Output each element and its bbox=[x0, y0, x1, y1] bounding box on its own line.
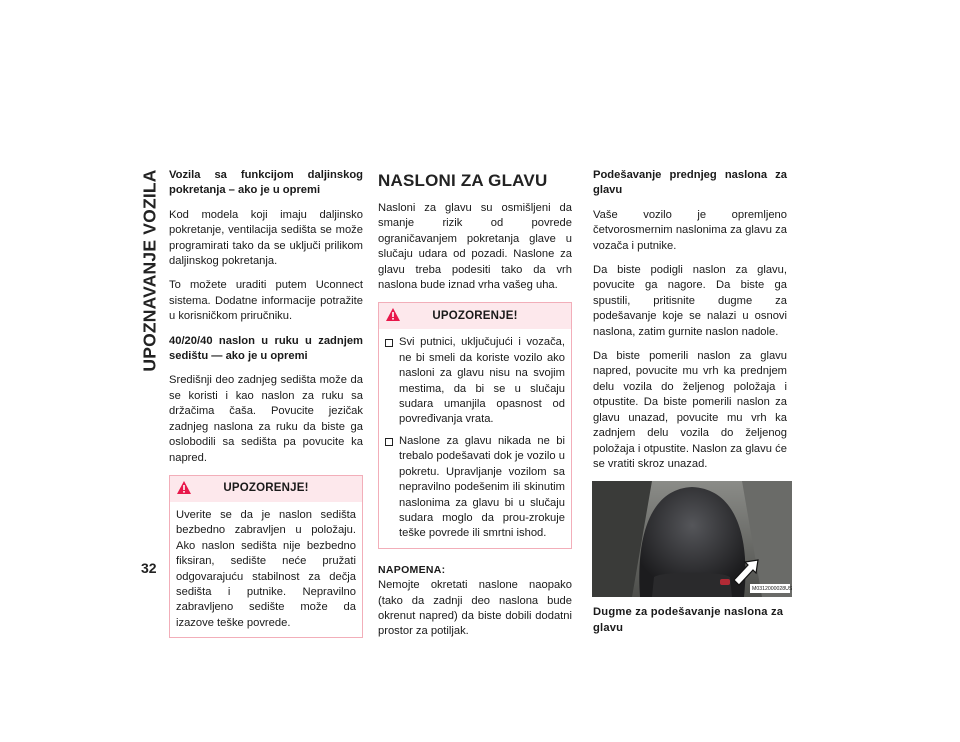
headrests-heading: NASLONI ZA GLAVU bbox=[378, 171, 548, 190]
photo-caption: Dugme za podešavanje naslona za glavu bbox=[593, 606, 784, 634]
warning-title: UPOZORENJE! bbox=[223, 482, 309, 495]
warning-triangle-icon bbox=[176, 480, 192, 495]
checkbox-bullet-icon bbox=[385, 438, 393, 446]
remote-start-heading: Vozila sa funkcijom daljinskog pokretanja – ako je u opremi bbox=[169, 169, 363, 197]
headrest-illustration bbox=[592, 481, 792, 597]
warning-body bbox=[170, 502, 362, 637]
note-text: Nemojte okretati naslone naopako (tako da zadnji deo naslona bude okrenut napred) da biste dobili dodatni prostor za potiljak. bbox=[378, 579, 572, 638]
warning-box-seat bbox=[169, 475, 363, 638]
side-section-title-text: UPOZNAVANJE VOZILA bbox=[139, 168, 160, 372]
four-way-paragraph: Vaše vozilo je opremljeno četvorosmernim naslonima za glavu za vozača i putnike. bbox=[593, 208, 787, 252]
warning-list-item bbox=[385, 434, 565, 542]
forward-back-paragraph: Da biste pomerili naslon za glavu napred, povucite mu vrh ka prednjem delu vozila do željenog položaja i otpustite. Da biste pomerili naslon za glavu unazad, povucite mu vrh ka zadnjem delu vozila do željenog položaja i otpustite. Naslon za glavu će se vratiti skroz unazad. bbox=[593, 350, 787, 470]
warning-header bbox=[379, 303, 571, 329]
warning-triangle-icon bbox=[385, 307, 401, 322]
warning-item-text: Svi putnici, uključujući i vozača, ne bi smeli da koriste vozilo ako nasloni za glavu nisu na svojim mestima, da bi se u slučaju sudara umanjila opasnost od povređivanja vrata. bbox=[399, 336, 565, 426]
headrests-paragraph: Nasloni za glavu su osmišljeni da smanje rizik od povrede ograničavanjem pokretanja glave u slučaju udara od pozadi. Naslone za glavu treba podesiti tako da vrh naslona bude iznad vrha vašeg uha. bbox=[378, 202, 572, 292]
armrest-paragraph: Središnji deo zadnjeg sedišta može da se koristi i kao naslon za ruku sa držačima čaša. Povucite jezičak zadnjeg naslona za ruku da biste ga oslobodili sa sedišta pa povucite ka napred. bbox=[169, 374, 363, 464]
column-middle bbox=[378, 168, 572, 649]
checkbox-bullet-icon bbox=[385, 339, 393, 347]
warning-header bbox=[170, 476, 362, 502]
warning-box-headrests bbox=[378, 302, 572, 548]
warning-item-text: Naslone za glavu nikada ne bi trebalo podešavati dok je vozilo u pokretu. Upravljanje vozilom sa nepravilno podešenim ili skinutim naslonima za glavu bi u slučaju sudara moglo da prou-zrokuje teške povrede ili smrtni ishod. bbox=[399, 434, 565, 540]
warning-body bbox=[379, 329, 571, 547]
column-left bbox=[169, 168, 363, 638]
remote-start-paragraph: Kod modela koji imaju daljinsko pokretanje, ventilacija sedišta se može programirati tako da se uključi prilikom daljinskog pokretanja. bbox=[169, 208, 363, 268]
note-label: NAPOMENA: bbox=[378, 563, 446, 576]
page-number: 32 bbox=[141, 560, 157, 576]
raise-lower-paragraph: Da biste podigli naslon za glavu, povucite ga nagore. Da biste ga spustili, pritisnite dugme za podešavanje koje se nalazi u osnovi naslona, zatim gurnite naslon nadole. bbox=[593, 264, 787, 338]
headrest-photo bbox=[592, 481, 792, 597]
warning-text: Uverite se da je naslon sedišta bezbedno zabravljen u položaju. Ako naslon sedišta nije bezbedno fiksiran, sedište neće pružati odgovarajuću stabilnost za dečja sedišta i putnike. Nepravilno zabravljeno sedište može da izazove teške povrede. bbox=[176, 508, 356, 629]
image-code: M0312000028US bbox=[752, 586, 792, 593]
warning-list bbox=[385, 335, 565, 541]
warning-title: UPOZORENJE! bbox=[432, 309, 518, 322]
uconnect-paragraph: To možete uraditi putem Uconnect sistema. Dodatne informacije potražite u korisničkom priručniku. bbox=[169, 279, 363, 323]
front-headrest-heading: Podešavanje prednjeg naslona za glavu bbox=[593, 169, 787, 197]
column-right bbox=[593, 168, 792, 636]
warning-list-item bbox=[385, 335, 565, 427]
side-section-title bbox=[138, 168, 162, 372]
armrest-heading: 40/20/40 naslon u ruku u zadnjem sedištu — ako je u opremi bbox=[169, 334, 363, 363]
